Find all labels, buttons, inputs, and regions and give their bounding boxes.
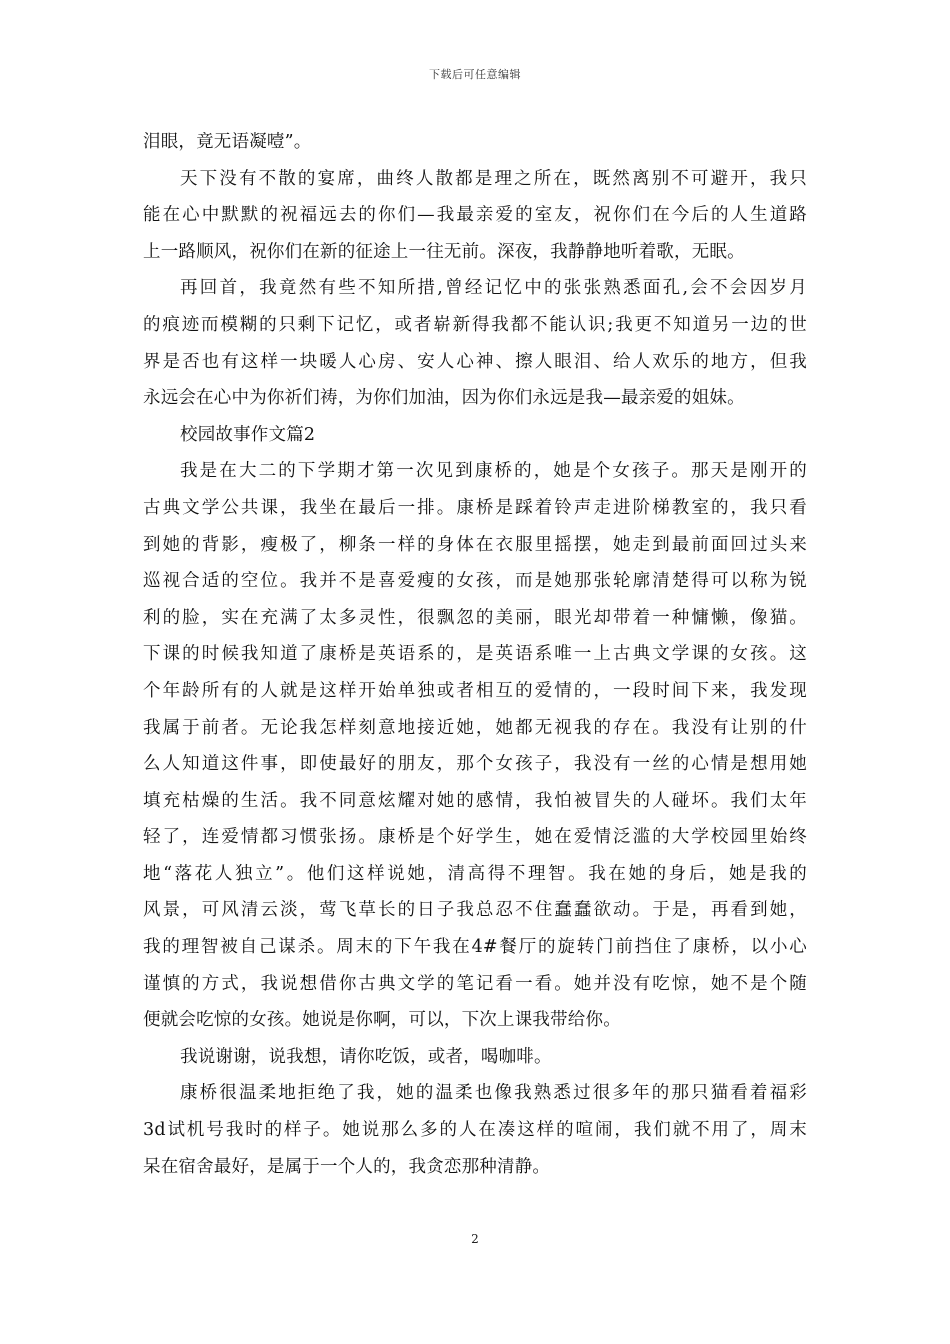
- text-line: 我说谢谢，说我想，请你吃饭，或者，喝咖啡。: [180, 1046, 552, 1067]
- text-line: 泪眼，竟无语凝噎”。: [143, 132, 312, 152]
- text-line: 个年龄所有的人就是这样开始单独或者相互的爱情的，一段时间下来，我发现: [143, 680, 807, 701]
- text-line: 的痕迹而模糊的只剩下记忆，或者崭新得我都不能认识;我更不知道另一边的世: [143, 314, 807, 335]
- text-line: 到她的背影，瘦极了，柳条一样的身体在衣服里摇摆，她走到最前面回过头来: [143, 534, 807, 555]
- text-line: 再回首，我竟然有些不知所措,曾经记忆中的张张熟悉面孔,会不会因岁月: [180, 278, 807, 299]
- text-line: 利的脸，实在充满了太多灵性，很飘忽的美丽，眼光却带着一种慵懒，像猫。: [143, 607, 807, 628]
- text-line: 界是否也有这样一块暖人心房、安人心神、擦人眼泪、给人欢乐的地方，但我: [143, 351, 807, 372]
- text-line: 天下没有不散的宴席，曲终人散都是理之所在，既然离别不可避开，我只: [180, 168, 807, 189]
- text-line: 能在心中默默的祝福远去的你们—我最亲爱的室友，祝你们在今后的人生道路: [143, 205, 807, 226]
- text-line: 康桥很温柔地拒绝了我，她的温柔也像我熟悉过很多年的那只猫看着福彩: [180, 1083, 807, 1104]
- text-line: 校园故事作文篇2: [180, 424, 316, 445]
- text-line: 轻了，连爱情都习惯张扬。康桥是个好学生，她在爱情泛滥的大学校园里始终: [143, 827, 807, 848]
- text-line: 填充枯燥的生活。我不同意炫耀对她的感情，我怕被冒失的人碰坏。我们太年: [143, 790, 807, 811]
- text-line: 我的理智被自己谋杀。周末的下午我在4#餐厅的旋转门前挡住了康桥，以小心: [143, 937, 807, 958]
- text-line: 3d试机号我时的样子。她说那么多的人在凑这样的喧闹，我们就不用了，周末: [143, 1120, 807, 1141]
- text-line: 呆在宿舍最好，是属于一个人的，我贪恋那种清静。: [143, 1156, 551, 1177]
- text-line: 我属于前者。无论我怎样刻意地接近她，她都无视我的存在。我没有让别的什: [143, 717, 807, 738]
- text-line: 巡视合适的空位。我并不是喜爱瘦的女孩，而是她那张轮廓清楚得可以称为锐: [143, 571, 807, 592]
- text-line: 古典文学公共课，我坐在最后一排。康桥是踩着铃声走进阶梯教室的，我只看: [143, 497, 807, 518]
- text-line: 谨慎的方式，我说想借你古典文学的笔记看一看。她并没有吃惊，她不是个随: [143, 973, 807, 994]
- text-line: 风景，可风清云淡，莺飞草长的日子我总忍不住蠢蠢欲动。于是，再看到她，: [143, 900, 807, 921]
- text-line: 我是在大二的下学期才第一次见到康桥的，她是个女孩子。那天是刚开的: [180, 461, 807, 482]
- page-header: 下载后可任意编辑: [429, 68, 521, 81]
- text-line: 便就会吃惊的女孩。她说是你啊，可以，下次上课我带给你。: [143, 1010, 621, 1031]
- text-line: 么人知道这件事，即使最好的朋友，那个女孩子，我没有一丝的心情是想用她: [143, 754, 807, 775]
- text-line: 上一路顺风，祝你们在新的征途上一往无前。深夜，我静静地听着歌，无眠。: [143, 241, 745, 262]
- text-line: 地“落花人独立”。他们这样说她，清高得不理智。我在她的身后，她是我的: [143, 863, 807, 884]
- page-number: 2: [471, 1232, 479, 1246]
- document-body: [143, 124, 807, 1185]
- text-line: 下课的时候我知道了康桥是英语系的，是英语系唯一上古典文学课的女孩。这: [143, 644, 807, 665]
- text-line: 永远会在心中为你祈们祷，为你们加油，因为你们永远是我—最亲爱的姐妹。: [143, 388, 745, 409]
